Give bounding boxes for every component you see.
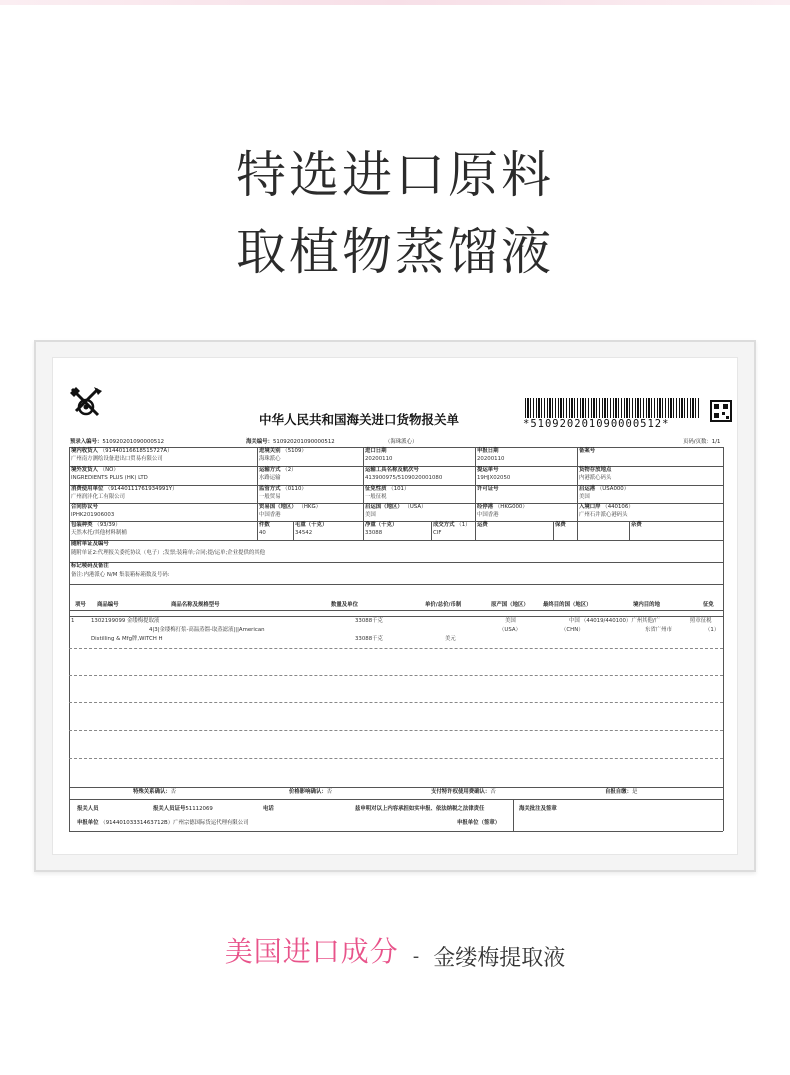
item-qty-1: 33088千克: [355, 618, 383, 624]
item-spec-2: Distilling & Mfg牌,WITCH H: [91, 636, 163, 642]
freight-label: 运费: [477, 522, 488, 528]
gross-label: 毛重（千克）: [295, 522, 328, 528]
transport-label: 运输方式 （2）: [259, 467, 297, 473]
seal-label: 申报单位（签章）: [457, 820, 501, 826]
import-date: 20200110: [365, 456, 393, 462]
consignee-name: 广州南方测绘设备进出口贸易有限公司: [71, 456, 163, 462]
item-domestic: （44019/440100）广州其他/广: [581, 618, 661, 624]
item-spec-1: 4|3|金缕梅打浆-高温蒸馏-取蒸滤液|||American: [149, 627, 265, 633]
item-currency: 美元: [445, 636, 456, 642]
rule: [69, 799, 723, 800]
contract: IPHK201906003: [71, 512, 115, 518]
form-title: 中华人民共和国海关进口货物报关单: [259, 412, 460, 427]
transport-name: 水路运输: [259, 475, 281, 481]
customs-note: （海珠派心）: [385, 439, 418, 445]
rule: [363, 447, 364, 540]
supervision: 一般贸易: [259, 494, 281, 500]
levy: 一般征税: [365, 494, 387, 500]
rule: [69, 610, 723, 611]
vessel-label: 运输工具名称及航次号: [365, 467, 419, 473]
misc-label: 杂费: [631, 522, 642, 528]
approval-label: 海关批注及签章: [519, 806, 557, 812]
goods-header-origin: 原产国（地区）: [491, 602, 529, 608]
customs-emblem-icon: [68, 385, 104, 421]
trade: 中国香港: [259, 512, 281, 518]
supervision-label: 监管方式 （0110）: [259, 486, 307, 492]
docs-label: 随附单证及编号: [71, 541, 109, 547]
preentry-line: 预录入编号：510920201090000512: [70, 439, 165, 445]
import-date-label: 进口日期: [365, 448, 387, 454]
goods-header-code: 商品编号: [97, 602, 119, 608]
rule: [69, 447, 70, 831]
user-name: 广州润沣化工有限公司: [71, 494, 125, 500]
storage-label: 货物存放地点: [579, 467, 612, 473]
item-no: 1: [71, 618, 75, 624]
contract-label: 合同协议号: [71, 504, 98, 510]
via-label: 经停港 （HKG000）: [477, 504, 528, 510]
item-levy: 照章征税: [690, 618, 712, 624]
vessel: 413900975/5109020001080: [365, 475, 443, 481]
headline-line-1: 特选进口原料: [236, 146, 554, 204]
row-separator: [69, 648, 723, 649]
consignor-name: INGREDIENTS PLUS (HK) LTD: [71, 475, 148, 481]
deal: CIF: [433, 530, 442, 536]
barcode-text: *510920201090000512*: [523, 418, 670, 430]
goods-header-no: 项号: [75, 602, 86, 608]
pieces: 40: [259, 530, 266, 536]
origin-label: 启运国（地区） （USA）: [365, 504, 427, 510]
docs-text: 随附单证2:代理报关委托协议（电子）;发票;装箱单;合同;提/运单;企业提供的其他: [71, 550, 266, 556]
item-dest: 中国: [569, 618, 580, 624]
goods-header-dest: 最终目的国（地区）: [543, 602, 592, 608]
item-qty-2: 33088千克: [355, 636, 383, 642]
rule: [629, 521, 630, 540]
pieces-label: 件数: [259, 522, 270, 528]
storage: 内港派心码头: [579, 475, 612, 481]
declare-date: 20200110: [477, 456, 505, 462]
goods-header-name: 商品名称及规格型号: [171, 602, 220, 608]
bill: 19HJX02050: [477, 475, 511, 481]
top-accent-bar: [0, 0, 790, 5]
caption: [0, 930, 790, 972]
deal-label: 成交方式 （1）: [433, 522, 471, 528]
caption-highlight: 美国进口成分: [224, 935, 399, 968]
trade-label: 贸易国（地区） （HKG）: [259, 504, 322, 510]
user-label: 消费使用单位 （91440111761934991Y）: [71, 486, 178, 492]
rule: [723, 447, 724, 831]
page-count: 页码/页数：1/1: [683, 439, 721, 445]
declare-date-label: 申报日期: [477, 448, 499, 454]
special-relation: 特殊关系确认：否: [133, 789, 177, 795]
rule: [257, 447, 258, 540]
marks-text: 备注:内港派心 N/M 集装箱标箱数及号码:: [71, 572, 170, 578]
rule: [431, 521, 432, 540]
item-domestic-2: 东省广州市: [645, 627, 672, 633]
rule: [69, 787, 723, 788]
price-impact: 价格影响确认：否: [289, 789, 333, 795]
entry-label: 入境口岸 （440106）: [579, 504, 634, 510]
item-dest-code: （CHN）: [561, 627, 584, 633]
rule: [69, 584, 723, 585]
caption-ingredient: 金缕梅提取液: [433, 946, 566, 971]
rule: [293, 521, 294, 540]
rule: [69, 616, 723, 617]
consignee-label: 境内收货人 （91440116618515727A）: [71, 448, 173, 454]
caption-separator: -: [412, 946, 420, 967]
entry: 广州石井派心港码头: [579, 512, 628, 518]
self-declare: 自报自缴：是: [605, 789, 638, 795]
rule: [69, 540, 723, 541]
consignor-label: 境外发货人 （NO）: [71, 467, 119, 473]
via: 中国香港: [477, 512, 499, 518]
levy-label: 征免性质 （101）: [365, 486, 410, 492]
customs-declaration-form: [52, 357, 738, 855]
qr-code-icon: [710, 400, 732, 422]
rule: [553, 521, 554, 540]
goods-header-qty: 数量及单位: [331, 602, 358, 608]
headline-line-2: 取植物蒸馏液: [236, 223, 554, 281]
goods-header-domestic: 境内目的地: [633, 602, 660, 608]
goods-header-levy: 征免: [703, 602, 714, 608]
rule: [513, 799, 514, 831]
net-label: 净重（千克）: [365, 522, 398, 528]
rule: [475, 447, 476, 540]
row-separator: [69, 758, 723, 759]
pack-label: 包装种类 （93/39）: [71, 522, 121, 528]
officer-cert: 报关人员证号51112069: [153, 806, 213, 812]
item-code-name: 1302199099 金缕梅提取液: [91, 618, 160, 624]
rule: [69, 831, 723, 832]
port-label: 进境关别 （5109）: [259, 448, 307, 454]
phone-label: 电话: [263, 806, 274, 812]
declarer: 申报单位 （91440103331463712B）广州宗德国际货运代理有限公司: [77, 820, 249, 826]
row-separator: [69, 730, 723, 731]
depart-label: 启运港 （USA000）: [579, 486, 630, 492]
royalty-confirm: 支付特许权使用费确认：否: [431, 789, 496, 795]
customs-no-line: 海关编号：510920201090000512: [246, 439, 335, 445]
rule: [577, 447, 578, 540]
item-origin: 美国: [505, 618, 516, 624]
insurance-label: 保费: [555, 522, 566, 528]
bill-label: 提运单号: [477, 467, 499, 473]
officer-label: 报关人员: [77, 806, 99, 812]
pack: 天然木托/其他材料制桶: [71, 530, 127, 536]
row-separator: [69, 702, 723, 703]
rule: [69, 562, 723, 563]
row-separator: [69, 675, 723, 676]
port-name: 海珠派心: [259, 456, 281, 462]
goods-header-price: 单价/总价/币制: [425, 602, 462, 608]
record-label: 备案号: [579, 448, 596, 454]
item-levy-code: （1）: [705, 627, 720, 633]
legal-statement: 兹申明对以上内容承担如实申报、依法纳税之法律责任: [355, 806, 485, 812]
barcode: [525, 398, 701, 418]
marks-label: 标记唛码及备注: [71, 563, 109, 569]
document-frame: [34, 340, 756, 872]
license-label: 许可证号: [477, 486, 499, 492]
depart: 美国: [579, 494, 590, 500]
item-origin-code: （USA）: [499, 627, 521, 633]
origin: 美国: [365, 512, 376, 518]
gross: 34542: [295, 530, 313, 536]
net: 33088: [365, 530, 383, 536]
